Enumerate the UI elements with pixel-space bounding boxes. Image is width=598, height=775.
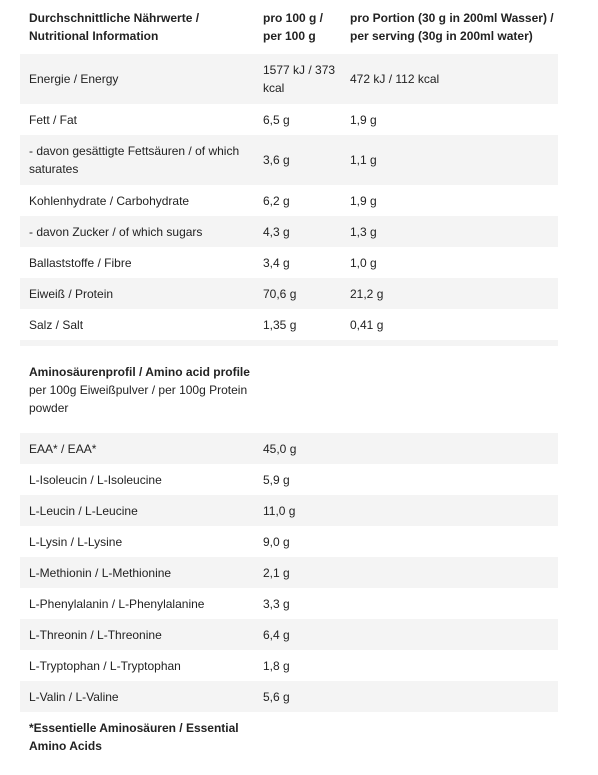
table-row: [20, 278, 558, 309]
nutrient-per-serving: 0,41 g: [350, 317, 384, 332]
amino-per-100g: 1,8 g: [263, 658, 290, 673]
amino-section-subtitle: per 100g Eiweißpulver / per 100g Protein powder: [29, 382, 248, 415]
amino-label: L-Threonin / L-Threonine: [20, 619, 254, 650]
amino-per-100g: 11,0 g: [254, 495, 341, 526]
nutrient-per-100g: 70,6 g: [254, 278, 341, 309]
table-row: [20, 464, 558, 495]
table-row: [20, 247, 558, 278]
nutrient-label: - davon Zucker / of which sugars: [20, 216, 254, 247]
table-row: [20, 557, 558, 588]
nutrient-per-100g: 3,4 g: [263, 255, 290, 270]
empty-cell: [341, 495, 558, 526]
amino-section-heading: [20, 346, 254, 433]
nutrient-label: Eiweiß / Protein: [20, 278, 254, 309]
empty-cell: [341, 346, 558, 433]
nutrient-label: Energie / Energy: [20, 54, 254, 104]
amino-per-100g: 6,4 g: [254, 619, 341, 650]
table-row: [20, 309, 558, 340]
nutrient-label: Ballaststoffe / Fibre: [29, 255, 132, 270]
amino-label: L-Valin / L-Valine: [20, 681, 254, 712]
amino-per-100g: 5,9 g: [263, 472, 290, 487]
empty-cell: [254, 346, 341, 433]
amino-label: L-Methionin / L-Methionine: [20, 557, 254, 588]
table-row: [20, 526, 558, 557]
table-row: [20, 216, 558, 247]
amino-label: L-Leucin / L-Leucine: [20, 495, 254, 526]
empty-cell: [341, 526, 558, 557]
empty-cell: [341, 557, 558, 588]
nutrient-per-serving: 1,1 g: [341, 135, 558, 185]
table-row: [20, 681, 558, 712]
empty-cell: [341, 588, 558, 619]
nutrient-per-serving: 1,0 g: [350, 255, 377, 270]
empty-cell: [341, 464, 558, 495]
footnote-cell: [20, 712, 254, 762]
table-row: [20, 650, 558, 681]
empty-cell: [254, 712, 341, 762]
nutrient-label: Fett / Fat: [29, 112, 78, 127]
nutrient-per-100g: 6,2 g: [263, 193, 290, 208]
nutrient-per-100g: 6,5 g: [263, 112, 290, 127]
nutrient-per-100g: 3,6 g: [254, 135, 341, 185]
nutrient-per-serving: 21,2 g: [341, 278, 558, 309]
amino-per-100g: 45,0 g: [254, 433, 341, 464]
amino-label: L-Isoleucin / L-Isoleucine: [29, 472, 162, 487]
table-row: [20, 619, 558, 650]
empty-cell: [341, 433, 558, 464]
table-row: [20, 54, 558, 104]
nutrient-label: Salz / Salt: [29, 317, 84, 332]
empty-cell: [341, 650, 558, 681]
amino-per-100g: 2,1 g: [254, 557, 341, 588]
amino-label: L-Phenylalanin / L-Phenylalanine: [29, 596, 205, 611]
table-row: [20, 135, 558, 185]
empty-cell: [341, 712, 558, 762]
amino-label: EAA* / EAA*: [20, 433, 254, 464]
nutrient-per-serving: 1,3 g: [341, 216, 558, 247]
amino-per-100g: 5,6 g: [254, 681, 341, 712]
nutrient-per-100g: 1577 kJ / 373 kcal: [254, 54, 341, 104]
amino-per-100g: 3,3 g: [263, 596, 290, 611]
nutrient-label: Kohlenhydrate / Carbohydrate: [29, 193, 190, 208]
table-row: [20, 433, 558, 464]
nutrient-per-serving: 1,9 g: [350, 112, 377, 127]
nutrition-table-container: [20, 0, 558, 762]
table-header-row: [20, 0, 558, 54]
empty-cell: [341, 681, 558, 712]
amino-per-100g: 9,0 g: [263, 534, 290, 549]
amino-label: L-Tryptophan / L-Tryptophan: [29, 658, 181, 673]
header-per-serving: pro Portion (30 g in 200ml Wasser) / per serving (30g in 200ml water): [350, 11, 554, 43]
nutrient-per-serving: 1,9 g: [350, 193, 377, 208]
amino-label: L-Lysin / L-Lysine: [29, 534, 123, 549]
footnote: *Essentielle Aminosäuren / Essential Amino Acids: [29, 721, 239, 753]
header-nutrient: Durchschnittliche Nährwerte / Nutritional Information: [29, 11, 200, 43]
nutrient-label: - davon gesättigte Fettsäuren / of which saturates: [20, 135, 254, 185]
nutrient-per-100g: 4,3 g: [254, 216, 341, 247]
empty-cell: [341, 619, 558, 650]
nutrient-per-100g: 1,35 g: [263, 317, 297, 332]
table-row: [20, 104, 558, 135]
header-per-100g: pro 100 g / per 100 g: [263, 11, 324, 43]
nutrition-table: [20, 0, 558, 762]
footnote-row: [20, 712, 558, 762]
table-row: [20, 588, 558, 619]
nutrient-per-serving: 472 kJ / 112 kcal: [341, 54, 558, 104]
table-row: [20, 495, 558, 526]
amino-section-title: Aminosäurenprofil / Amino acid profile: [29, 364, 250, 379]
table-row: [20, 185, 558, 216]
amino-section-header-row: [20, 346, 558, 433]
